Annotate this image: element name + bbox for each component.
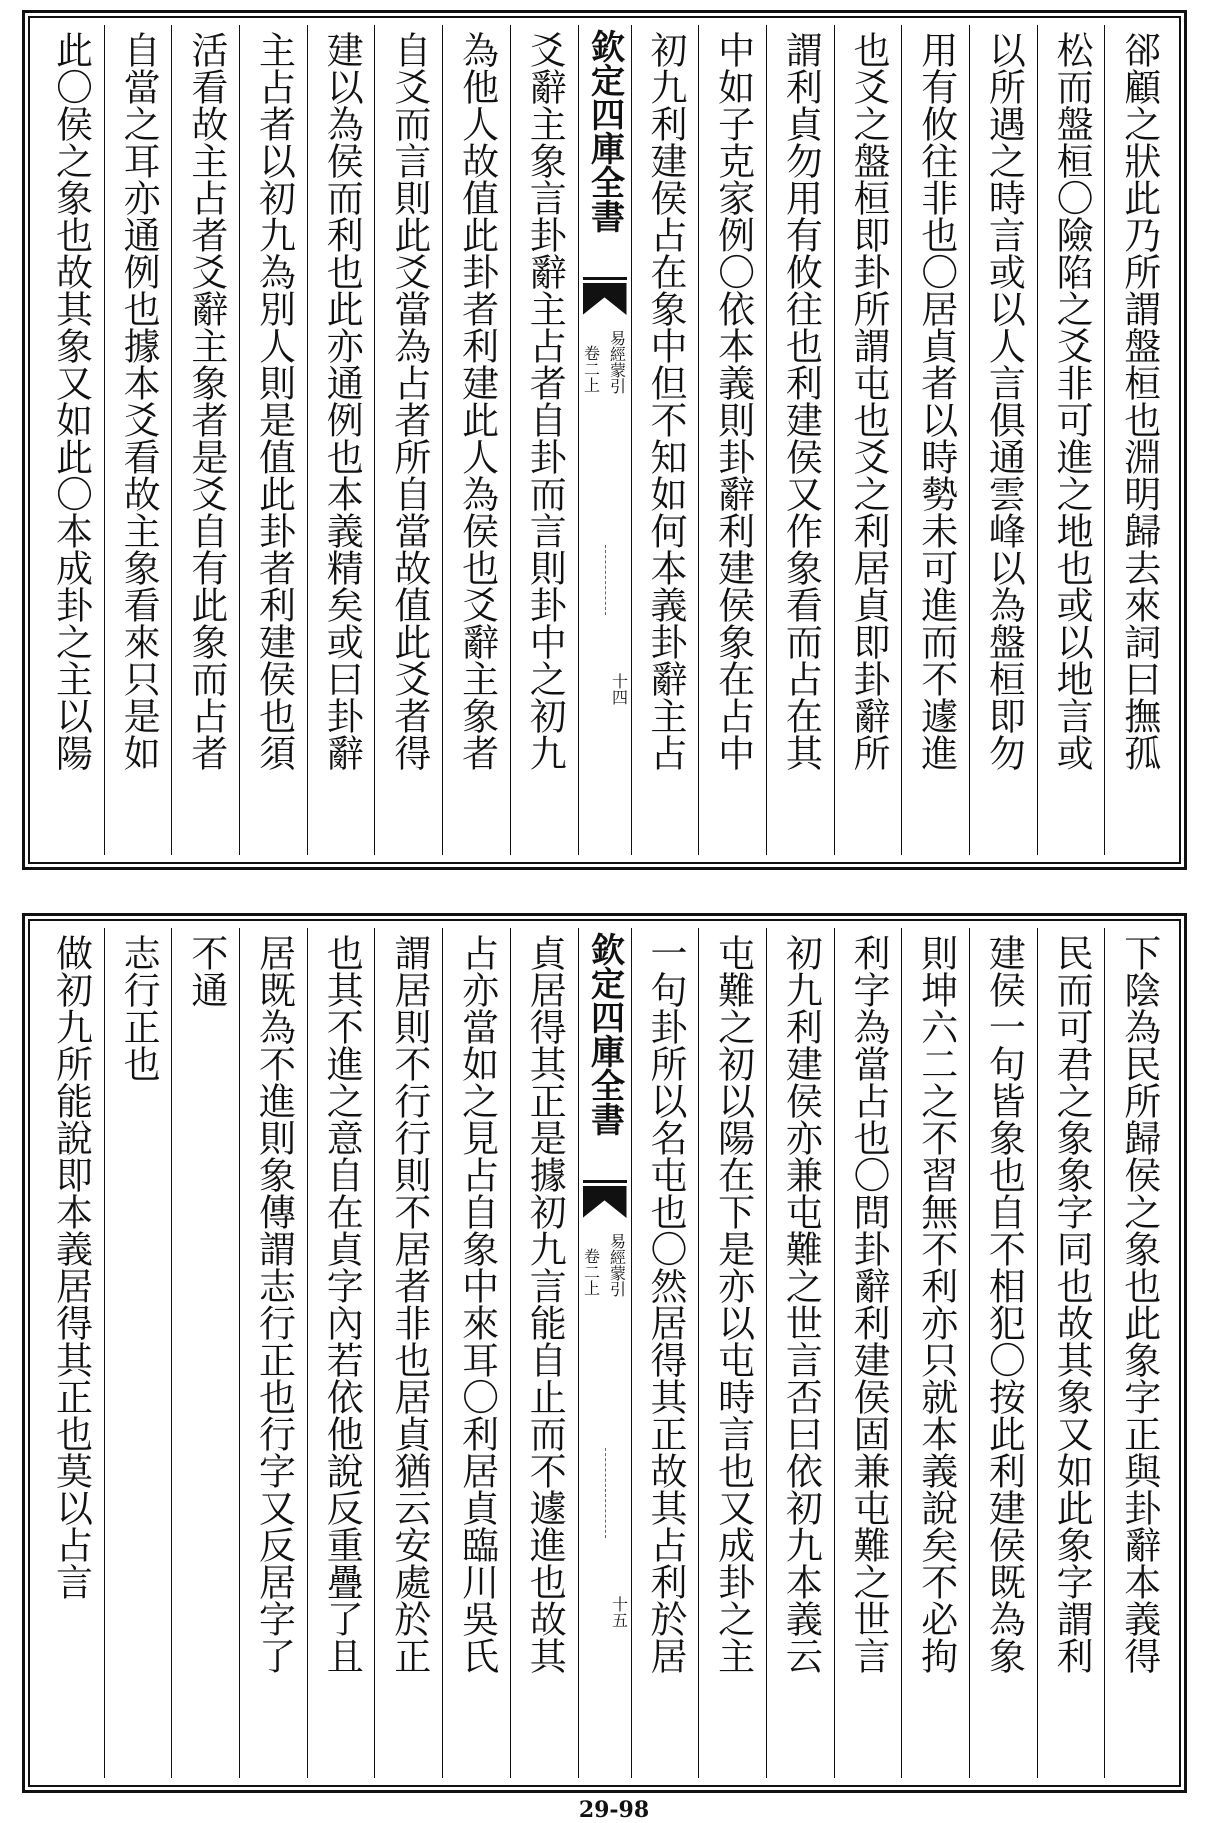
- column-text: 民而可君之象象字同也故其象又如此象字謂利: [1050, 934, 1094, 1674]
- column-text: 不通: [184, 934, 228, 1008]
- text-column: [1037, 25, 1105, 855]
- fold-title-text: 欽定四庫全書: [584, 29, 625, 233]
- text-column: [901, 25, 969, 855]
- column-text: 謂居則不行行則不居者非也居貞猶云安處於正: [387, 934, 431, 1674]
- column-text: 用有攸往非也〇居貞者以時勢未可進而不遽進: [914, 31, 958, 771]
- column-text: 也爻之盤桓即卦所謂屯也爻之利居貞即卦辭所: [847, 31, 891, 771]
- column-text: 郤顧之狀此乃所謂盤桓也淵明歸去來詞曰撫孤: [1117, 31, 1161, 771]
- text-column: [631, 928, 699, 1778]
- column-text: 下陰為民所歸侯之象也此象字正與卦辭本義得: [1117, 934, 1161, 1674]
- center-fold: [578, 928, 631, 1778]
- text-column: [698, 928, 766, 1778]
- text-column: [1037, 928, 1105, 1778]
- column-text: 初九利建侯亦兼屯難之世言否曰依初九本義云: [779, 934, 823, 1674]
- text-column: [969, 25, 1037, 855]
- column-text: 也其不進之意自在貞字內若依他說反重疊了且: [320, 934, 364, 1674]
- fold-title: [579, 932, 631, 1136]
- column-text: 為他人故值此卦者利建此人為侯也爻辭主象者: [455, 31, 499, 771]
- text-column: [766, 928, 834, 1778]
- column-text: 活看故主占者爻辭主象者是爻自有此象而占者: [184, 31, 228, 771]
- text-column: [834, 928, 902, 1778]
- column-text: 謂利貞勿用有攸往也利建侯又作象看而占在其: [779, 31, 823, 771]
- column-text: 則坤六二之不習無不利亦只就本義說矣不必拘: [914, 934, 958, 1674]
- fold-line: [605, 1448, 606, 1538]
- column-text: 利字為當占也〇問卦辭利建侯固兼屯難之世言: [847, 934, 891, 1674]
- column-text: 自當之耳亦通例也據本爻看故主象看來只是如: [117, 31, 161, 771]
- upper-page-columns: [37, 25, 1172, 855]
- text-column: [969, 928, 1037, 1778]
- page-number: 29-98: [578, 1797, 650, 1823]
- text-column: [698, 25, 766, 855]
- text-column: [104, 25, 172, 855]
- fold-rule: [583, 1180, 627, 1183]
- fold-volume: 卷二上: [581, 1248, 601, 1296]
- text-column: [442, 928, 510, 1778]
- text-column: [766, 25, 834, 855]
- text-column: [239, 25, 307, 855]
- text-column: [307, 928, 375, 1778]
- column-text: 貞居得其正是據初九言能自止而不遽進也故其: [523, 934, 567, 1674]
- upper-page: [22, 10, 1187, 870]
- column-text: 志行正也: [117, 934, 161, 1082]
- text-column: [374, 25, 442, 855]
- column-text: 居既為不進則象傳謂志行正也行字又反居字了: [252, 934, 296, 1674]
- fold-page-number: 十五: [609, 1596, 629, 1628]
- text-column: [171, 25, 239, 855]
- column-text: 建以為侯而利也此亦通例也本義精矣或曰卦辭: [320, 31, 364, 771]
- fold-title-text: 欽定四庫全書: [584, 932, 625, 1136]
- column-text: 建侯一句皆象也自不相犯〇按此利建侯既為象: [982, 934, 1026, 1674]
- text-column: [834, 25, 902, 855]
- fishtail-mark: [583, 1186, 627, 1218]
- text-column: [37, 928, 104, 1778]
- text-column: [901, 928, 969, 1778]
- column-text: 自爻而言則此爻當為占者所自當故值此爻者得: [387, 31, 431, 771]
- column-text: 主占者以初九為別人則是值此卦者利建侯也須: [252, 31, 296, 771]
- text-column: [631, 25, 699, 855]
- text-column: [510, 25, 578, 855]
- text-column: [442, 25, 510, 855]
- center-fold: [578, 25, 631, 855]
- fold-title: [579, 29, 631, 233]
- fold-book-title: 易經蒙引: [607, 1233, 627, 1297]
- text-column: [374, 928, 442, 1778]
- column-text: 初九利建侯占在象中但不知如何本義卦辭主占: [643, 31, 687, 771]
- text-column: [171, 928, 239, 1778]
- fishtail-mark: [583, 283, 627, 315]
- fold-page-number: 十四: [609, 673, 629, 705]
- column-text: 中如子克家例〇依本義則卦辭利建侯象在占中: [711, 31, 755, 771]
- fold-rule: [583, 277, 627, 280]
- column-text: 爻辭主象言卦辭主占者自卦而言則卦中之初九: [523, 31, 567, 771]
- text-column: [510, 928, 578, 1778]
- text-column: [104, 928, 172, 1778]
- column-text: 做初九所能說即本義居得其正也莫以占言: [49, 934, 93, 1600]
- column-text: 此〇侯之象也故其象又如此〇本成卦之主以陽: [49, 31, 93, 771]
- lower-page: [22, 913, 1187, 1793]
- fold-line: [605, 545, 606, 615]
- column-text: 屯難之初以陽在下是亦以屯時言也又成卦之主: [711, 934, 755, 1674]
- text-column: [239, 928, 307, 1778]
- column-text: 松而盤桓〇險陷之爻非可進之地也或以地言或: [1050, 31, 1094, 771]
- lower-page-columns: [37, 928, 1172, 1778]
- text-column: [307, 25, 375, 855]
- text-column: [37, 25, 104, 855]
- column-text: 以所遇之時言或以人言俱通雲峰以為盤桓即勿: [982, 31, 1026, 771]
- text-column: [1104, 928, 1172, 1778]
- text-column: [1104, 25, 1172, 855]
- fold-volume: 卷二上: [581, 345, 601, 393]
- fold-book-title: 易經蒙引: [607, 330, 627, 394]
- column-text: 一句卦所以名屯也〇然居得其正故其占利於居: [643, 934, 687, 1674]
- column-text: 占亦當如之見占自象中來耳〇利居貞臨川吳氏: [455, 934, 499, 1674]
